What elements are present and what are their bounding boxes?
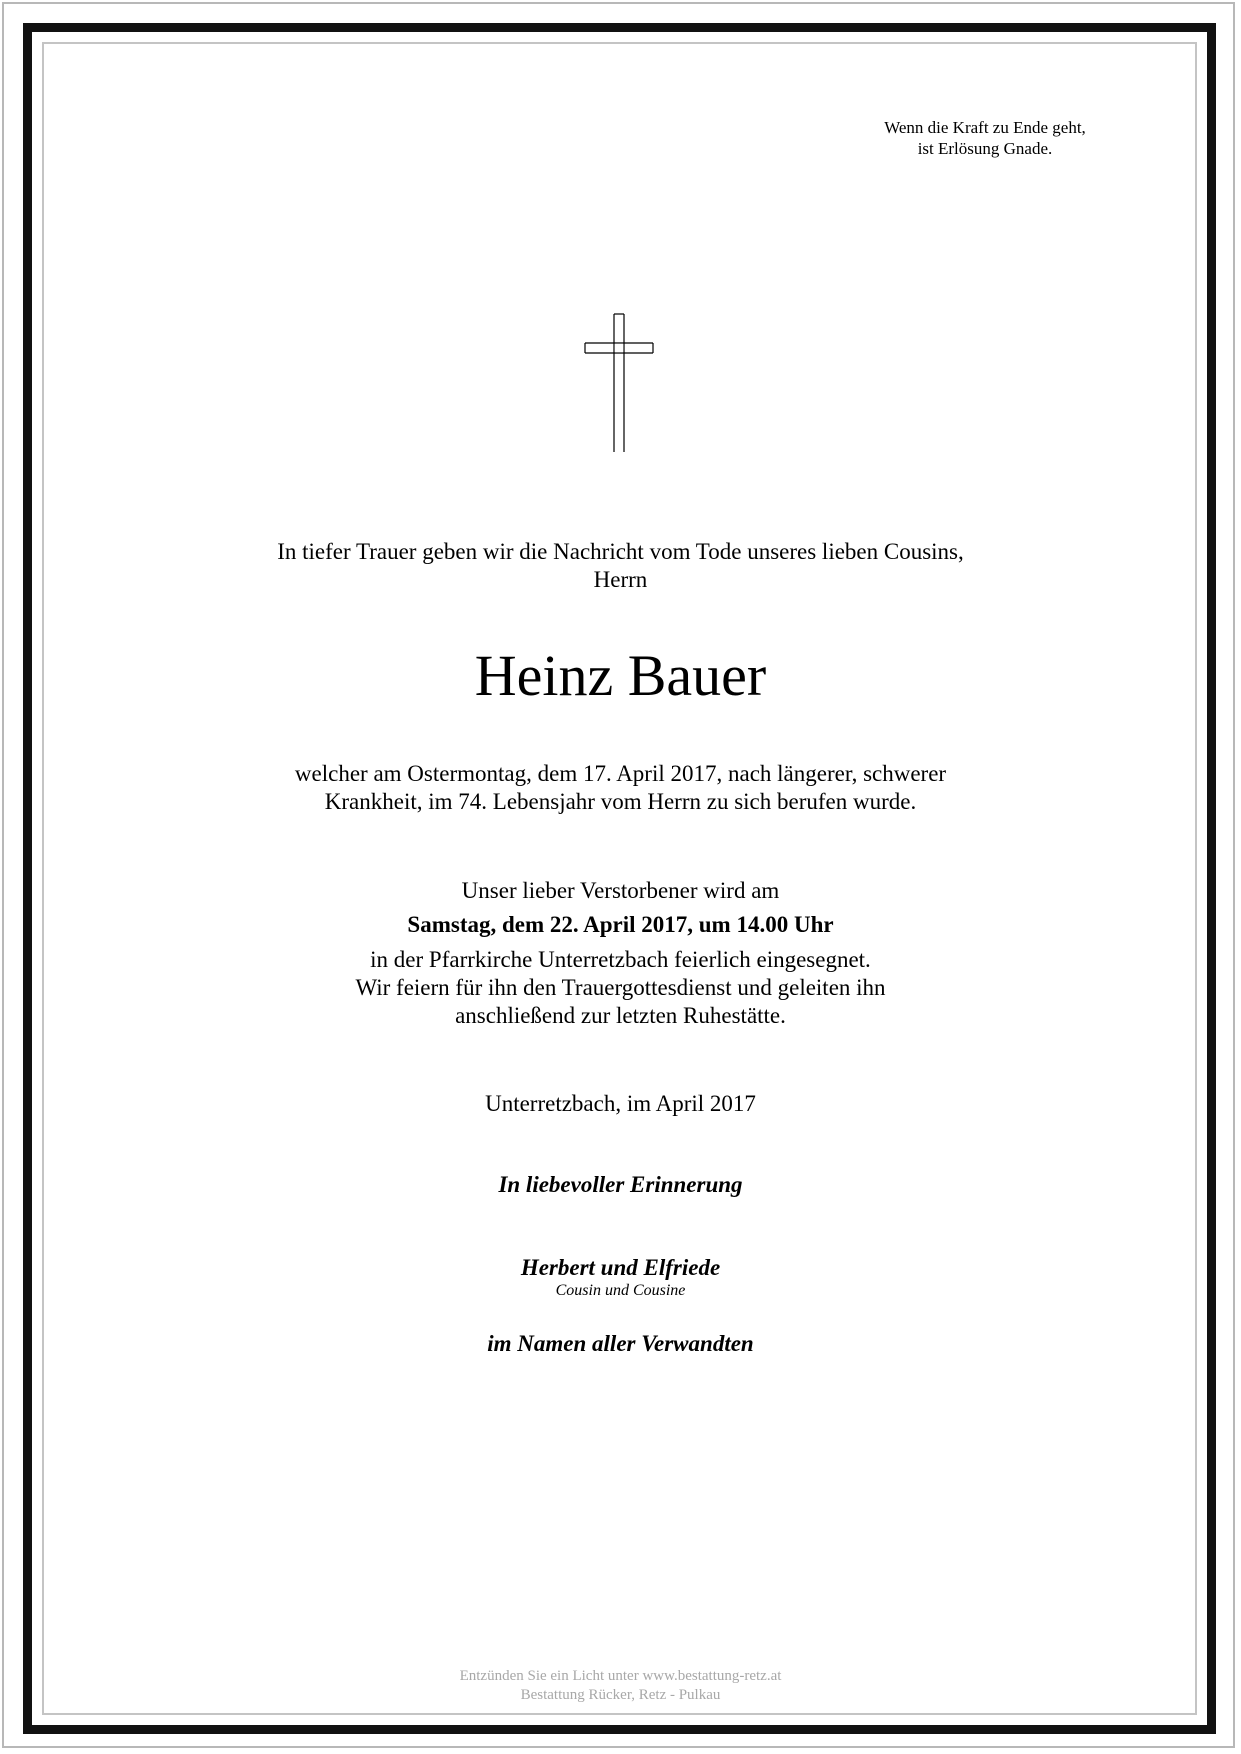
announcement-line-2: Herrn [593, 567, 648, 592]
deceased-name: Heinz Bauer [474, 643, 767, 708]
remembrance: In liebevoller Erinnerung [498, 1172, 743, 1197]
funeral-intro: Unser lieber Verstorbener wird am [461, 878, 780, 903]
death-notice-line-2: Krankheit, im 74. Lebensjahr vom Herrn zu sich berufen wurde. [324, 789, 917, 814]
motto-line-1: Wenn die Kraft zu Ende geht, [884, 118, 1086, 137]
funeral-line-3: anschließend zur letzten Ruhestätte. [455, 1003, 786, 1028]
place-date: Unterretzbach, im April 2017 [485, 1091, 756, 1116]
footer-undertaker: Bestattung Rücker, Retz - Pulkau [520, 1687, 721, 1703]
funeral-line-2: Wir feiern für ihn den Trauergottesdienst und geleiten ihn [355, 975, 886, 1000]
motto [860, 117, 1110, 159]
funeral-line-1: in der Pfarrkirche Unterretzbach feierlich eingesegnet. [370, 947, 871, 972]
mourner-names: Herbert und Elfriede [520, 1255, 721, 1280]
funeral-date-time: Samstag, dem 22. April 2017, um 14.00 Uhr [407, 912, 834, 937]
mourner-relation: Cousin und Cousine [555, 1282, 686, 1299]
footer-link-line: Entzünden Sie ein Licht unter www.bestattung-retz.at [459, 1668, 782, 1684]
announcement-line-1: In tiefer Trauer geben wir die Nachricht vom Tode unseres lieben Cousins, [277, 539, 964, 564]
closing-line: im Namen aller Verwandten [487, 1331, 754, 1356]
death-notice-line-1: welcher am Ostermontag, dem 17. April 2017, nach längerer, schwerer [294, 761, 947, 786]
motto-line-2: ist Erlösung Gnade. [917, 139, 1053, 158]
cross-icon [583, 312, 655, 454]
